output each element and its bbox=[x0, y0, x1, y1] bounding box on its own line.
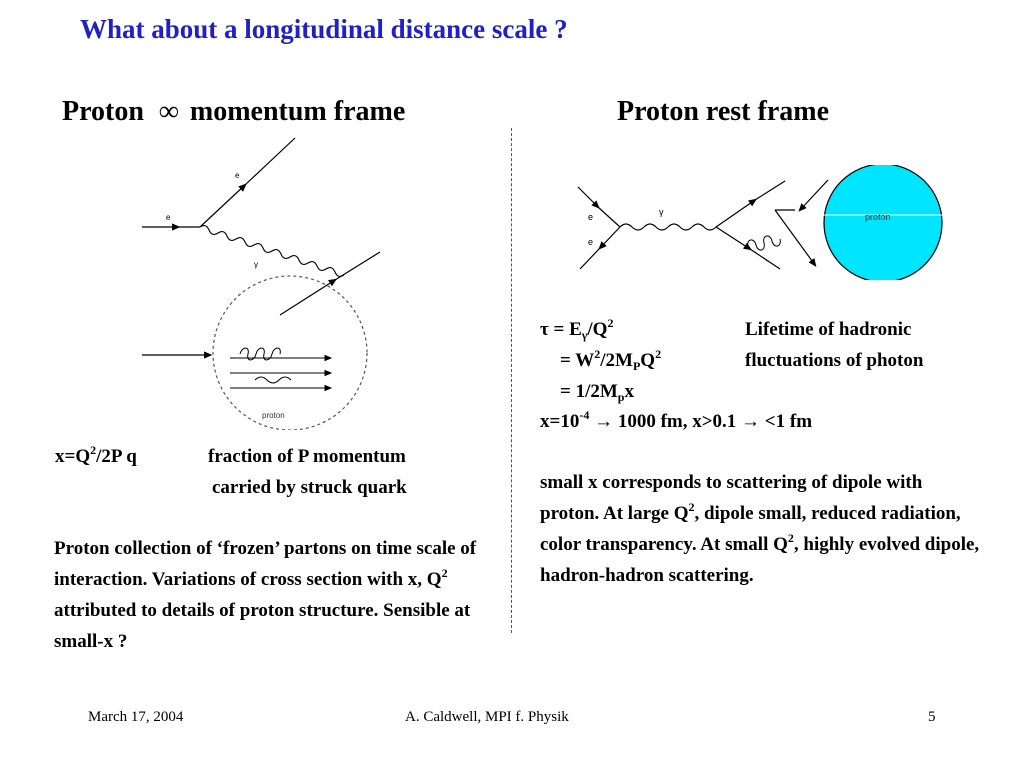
proton-rest-frame-diagram bbox=[570, 165, 950, 280]
x-scale-line bbox=[540, 406, 812, 437]
x-def-sup: 2 bbox=[90, 443, 97, 457]
photon-line bbox=[200, 226, 344, 277]
paragraph-sup: 2 bbox=[787, 531, 794, 545]
tau-part: = 1/2M bbox=[560, 381, 618, 402]
x-definition bbox=[55, 441, 137, 472]
antiquark-line bbox=[716, 227, 750, 249]
tau-part: /2M bbox=[600, 350, 633, 371]
quark-line bbox=[716, 200, 755, 227]
outgoing-electron-label: e bbox=[588, 237, 594, 247]
incoming-electron-label: e bbox=[166, 213, 171, 222]
infinite-momentum-frame-diagram bbox=[130, 130, 460, 430]
tau-line-3 bbox=[560, 376, 634, 407]
tau-sub: P bbox=[632, 359, 641, 373]
left-header-prefix: Proton bbox=[62, 96, 144, 127]
scattered-line-upper bbox=[800, 180, 828, 210]
photon-label: γ bbox=[254, 260, 258, 269]
fraction-line-1: fraction of P momentum bbox=[208, 446, 406, 467]
struck-quark-line bbox=[280, 280, 335, 315]
slide-title: What about a longitudinal distance scale ? bbox=[80, 14, 568, 44]
x-scale-sup: -4 bbox=[579, 408, 590, 422]
tau-line-1 bbox=[540, 314, 613, 345]
footer-author: A. Caldwell, MPI f. Physik bbox=[405, 709, 569, 725]
tau-sup: 2 bbox=[594, 347, 601, 361]
paragraph-text: Proton collection of ‘frozen’ partons on time scale of interaction. Variations of cross section with x, Q bbox=[54, 538, 477, 590]
left-paragraph bbox=[54, 533, 494, 657]
incoming-electron-line bbox=[578, 187, 598, 207]
tau-part: x bbox=[624, 381, 634, 402]
infinity-symbol: ∞ bbox=[158, 96, 179, 127]
paragraph-sup: 2 bbox=[688, 500, 695, 514]
tau-sub: p bbox=[617, 390, 625, 404]
scattered-line-lower bbox=[775, 210, 815, 265]
gluon-line bbox=[748, 236, 781, 250]
paragraph-text: small x corresponds to scattering of dipole with proton. At large Q bbox=[540, 472, 923, 524]
photon-label: γ bbox=[659, 207, 664, 217]
right-column-header: Proton rest frame bbox=[617, 96, 829, 127]
proton-label: proton bbox=[865, 212, 891, 222]
left-header-suffix: momentum frame bbox=[189, 96, 406, 127]
paragraph-text: , dipole small, reduced radiation, color transparency. At small Q bbox=[540, 503, 961, 555]
tau-sup: 2 bbox=[655, 347, 662, 361]
outgoing-electron-line bbox=[200, 185, 245, 227]
footer-date: March 17, 2004 bbox=[88, 709, 184, 725]
paragraph-text: attributed to details of proton structure. Sensible at small-x ? bbox=[54, 600, 471, 652]
tau-part: /Q bbox=[587, 319, 608, 340]
proton-label: proton bbox=[262, 411, 285, 420]
tau-line-2 bbox=[560, 345, 661, 376]
proton-disk bbox=[824, 165, 942, 280]
tau-part: = W bbox=[560, 350, 595, 371]
x-def-part: /2P q bbox=[96, 446, 137, 467]
x-scale-part: → 1000 fm, x>0.1 → <1 fm bbox=[589, 411, 813, 432]
lifetime-line-2: fluctuations of photon bbox=[745, 350, 924, 371]
lifetime-line-1: Lifetime of hadronic bbox=[745, 319, 912, 340]
column-divider bbox=[511, 128, 512, 633]
x-scale-part: x=10 bbox=[540, 411, 580, 432]
tau-sup: 2 bbox=[607, 316, 614, 330]
tau-part: τ = E bbox=[540, 319, 582, 340]
incoming-electron-label: e bbox=[588, 212, 594, 222]
left-column-header bbox=[62, 96, 405, 128]
paragraph-sup: 2 bbox=[441, 566, 448, 580]
x-def-part: x=Q bbox=[55, 446, 91, 467]
tau-part: Q bbox=[640, 350, 656, 371]
photon-line bbox=[620, 224, 716, 230]
outgoing-electron-line bbox=[600, 227, 620, 248]
page-number: 5 bbox=[928, 709, 936, 725]
right-paragraph bbox=[540, 467, 980, 591]
proton-circle bbox=[213, 276, 367, 430]
fraction-line-2: carried by struck quark bbox=[212, 477, 407, 498]
tau-sub: γ bbox=[581, 328, 588, 342]
outgoing-electron-label: e bbox=[235, 171, 240, 180]
paragraph-text: , highly evolved dipole, hadron-hadron scattering. bbox=[540, 534, 980, 586]
